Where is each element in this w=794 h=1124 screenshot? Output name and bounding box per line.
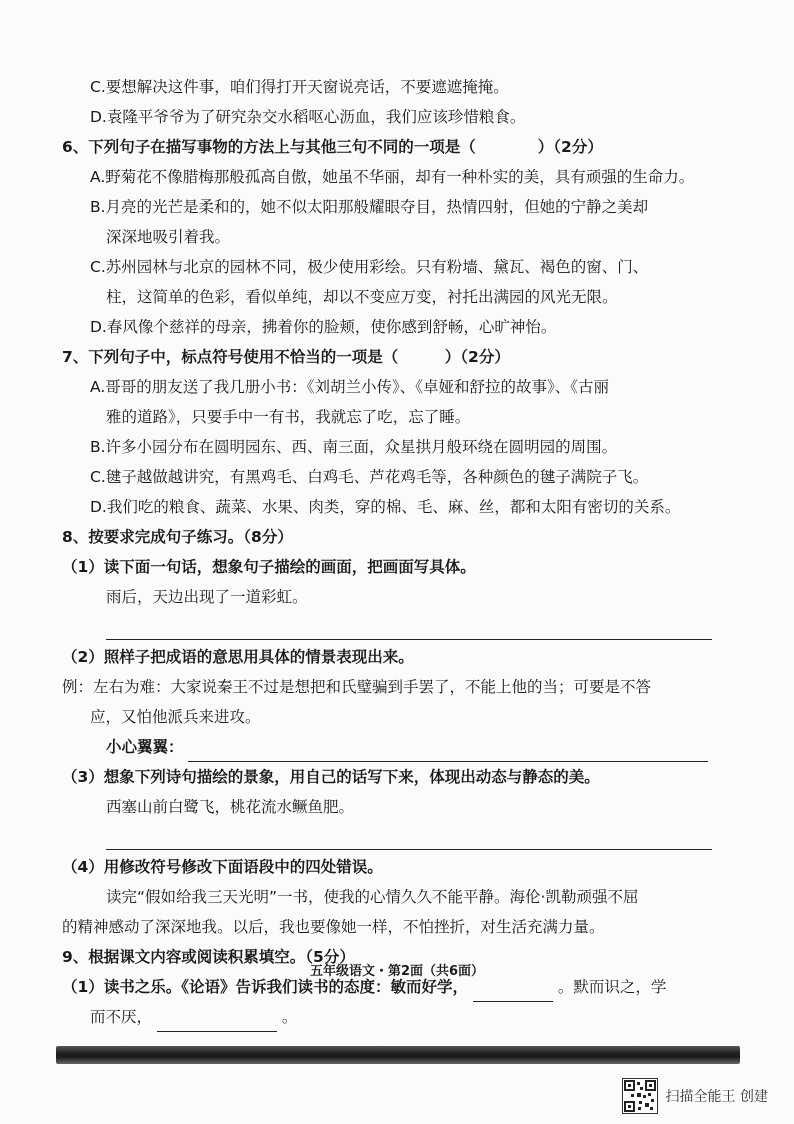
q7-option-a: A.哥哥的朋友送了我几册小书：《刘胡兰小传》、《卓娅和舒拉的故事》、《古丽 bbox=[90, 378, 610, 396]
exam-content bbox=[62, 72, 722, 1032]
q8-part3-text: 西塞山前白鹭飞，桃花流水鳜鱼肥。 bbox=[106, 798, 355, 816]
q8-part4-text-cont: 的精神感动了深深地我。以后，我也要像她一样，不怕挫折，对生活充满力量。 bbox=[62, 918, 605, 936]
q9-part1-lead: （1）读书之乐。《论语》告诉我们读书的态度：敏而好学， bbox=[62, 978, 469, 996]
q8-part1-prompt: （1）读下面一句话，想象句子描绘的画面，把画面写具体。 bbox=[62, 558, 476, 576]
q9-part1-mid: 。默而识之，学 bbox=[557, 978, 667, 996]
q6-option-a: A.野菊花不像腊梅那般孤高自傲，她虽不华丽，却有一种朴实的美，具有顽强的生命力。 bbox=[90, 168, 695, 186]
q7-stem: 7、下列句子中，标点符号使用不恰当的一项是（ ）（2分） bbox=[62, 348, 510, 366]
scan-shadow-band bbox=[56, 1046, 740, 1064]
q8-part2-word-row bbox=[62, 732, 722, 762]
q8-part2-word: 小心翼翼： bbox=[106, 738, 184, 756]
q7-option-b: B.许多小园分布在圆明园东、西、南三面，众星拱月般环绕在圆明园的周围。 bbox=[90, 438, 618, 456]
scanner-watermark bbox=[622, 1076, 768, 1116]
q8-part3-prompt: （3）想象下列诗句描绘的景象，用自己的话写下来，体现出动态与静态的美。 bbox=[62, 768, 600, 786]
q6-option-d: D.春风像个慈祥的母亲，拂着你的脸颊，使你感到舒畅，心旷神怡。 bbox=[90, 318, 557, 336]
q8-part2-example: 例：左右为难：大家说秦王不过是想把和氏璧骗到手罢了，不能上他的当；可要是不答 bbox=[62, 678, 652, 696]
q9-part1-tail: 而不厌， bbox=[90, 1008, 153, 1026]
q6-option-b: B.月亮的光芒是柔和的，她不似太阳那般耀眼夺目，热情四射，但她的宁静之美却 bbox=[90, 198, 649, 216]
q9-part1-end: 。 bbox=[281, 1008, 298, 1026]
q6-option-b-cont: 深深地吸引着我。 bbox=[106, 228, 231, 246]
q9-blank-2[interactable] bbox=[157, 1011, 277, 1032]
q6-option-c-cont: 柱，这简单的色彩，看似单纯，却以不变应万变，衬托出满园的风光无限。 bbox=[106, 288, 618, 306]
q8-part1-text: 雨后，天边出现了一道彩虹。 bbox=[106, 588, 308, 606]
q7-option-c: C.毽子越做越讲究，有黑鸡毛、白鸡毛、芦花鸡毛等，各种颜色的毽子满院子飞。 bbox=[90, 468, 649, 486]
qr-code-icon bbox=[622, 1078, 658, 1114]
q8-part2-answer-line[interactable] bbox=[188, 741, 708, 762]
q9-blank-1[interactable] bbox=[473, 981, 553, 1002]
q6-stem: 6、下列句子在描写事物的方法上与其他三句不同的一项是（ ）（2分） bbox=[62, 138, 603, 156]
q9-part1-row2 bbox=[62, 1002, 722, 1032]
q7-option-a-cont: 雅的道路》，只要手中一有书，我就忘了吃，忘了睡。 bbox=[106, 408, 471, 426]
page-footer: 五年级语文・第2面（共6面） bbox=[309, 964, 485, 979]
q8-part4-prompt: （4）用修改符号修改下面语段中的四处错误。 bbox=[62, 858, 383, 876]
q9-stem: 9、根据课文内容或阅读积累填空。（5分） bbox=[62, 948, 355, 966]
q8-part2-prompt: （2）照样子把成语的意思用具体的情景表现出来。 bbox=[62, 648, 414, 666]
q8-stem: 8、按要求完成句子练习。（8分） bbox=[62, 528, 293, 546]
q8-part4-text: 读完“假如给我三天光明”一书，使我的心情久久不能平静。海伦·凯勒顽强不屈 bbox=[106, 888, 639, 906]
q5-option-d: D.袁隆平爷爷为了研究杂交水稻呕心沥血，我们应该珍惜粮食。 bbox=[90, 108, 526, 126]
q6-option-c: C.苏州园林与北京的园林不同，极少使用彩绘。只有粉墙、黛瓦、褐色的窗、门、 bbox=[90, 258, 649, 276]
q8-part3-answer-line[interactable] bbox=[106, 822, 712, 852]
q7-option-d: D.我们吃的粮食、蔬菜、水果、肉类，穿的棉、毛、麻、丝，都和太阳有密切的关系。 bbox=[90, 498, 681, 516]
q5-option-c: C.要想解决这件事，咱们得打开天窗说亮话，不要遮遮掩掩。 bbox=[90, 78, 509, 96]
scanner-watermark-text: 扫描全能王 创建 bbox=[665, 1089, 768, 1105]
q8-part1-answer-line[interactable] bbox=[106, 612, 712, 642]
q8-part2-example-cont: 应，又怕他派兵来进攻。 bbox=[90, 708, 261, 726]
